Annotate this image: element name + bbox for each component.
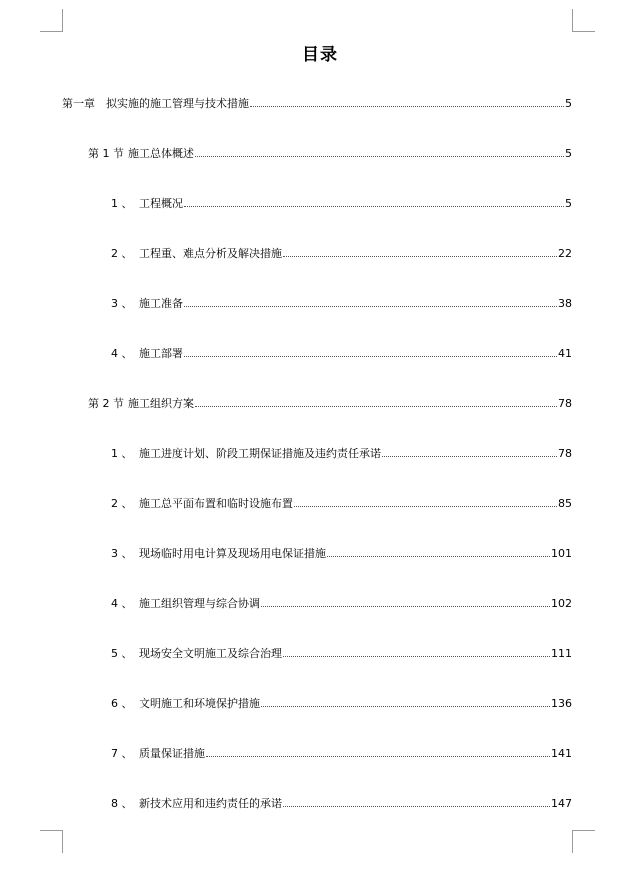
toc-leader-dots xyxy=(195,405,557,407)
toc-entry-text: 施工部署 xyxy=(139,347,183,360)
toc-page-number: 5 xyxy=(565,97,572,110)
toc-page-number: 5 xyxy=(565,197,572,210)
toc-leader-dots xyxy=(294,505,557,507)
toc-entry-section-2[interactable] xyxy=(88,396,572,410)
toc-entry-text: 质量保证措施 xyxy=(139,747,205,760)
toc-entry-text: 施工组织方案 xyxy=(128,397,194,410)
toc-entry-number: 1 、 xyxy=(111,447,133,460)
toc-entry-section-1[interactable] xyxy=(88,146,572,160)
toc-entry-text: 文明施工和环境保护措施 xyxy=(139,697,260,710)
toc-page-number: 78 xyxy=(558,397,572,410)
toc-leader-dots xyxy=(184,205,564,207)
toc-entry-chapter-1[interactable] xyxy=(62,96,572,110)
toc-leader-dots xyxy=(206,755,550,757)
toc-entry-number: 2 、 xyxy=(111,497,133,510)
toc-page-number: 85 xyxy=(558,497,572,510)
toc-entry-number: 7 、 xyxy=(111,747,133,760)
toc-leader-dots xyxy=(261,705,550,707)
toc-entry-number: 第 2 节 xyxy=(88,397,124,410)
toc-entry-item[interactable] xyxy=(111,296,572,310)
page-corner-mark-bottom-left xyxy=(40,830,63,853)
toc-entry-number: 3 、 xyxy=(111,297,133,310)
toc-entry-item[interactable] xyxy=(111,196,572,210)
page-corner-mark-top-left xyxy=(40,9,63,32)
toc-page-number: 22 xyxy=(558,247,572,260)
toc-entry-text: 工程重、难点分析及解决措施 xyxy=(139,247,282,260)
toc-page-number: 41 xyxy=(558,347,572,360)
toc-entry-text: 施工进度计划、阶段工期保证措施及违约责任承诺 xyxy=(139,447,381,460)
toc-entry-item[interactable] xyxy=(111,546,572,560)
toc-leader-dots xyxy=(283,655,550,657)
toc-entry-number: 4 、 xyxy=(111,347,133,360)
toc-entry-text: 现场临时用电计算及现场用电保证措施 xyxy=(139,547,326,560)
toc-entry-text: 施工组织管理与综合协调 xyxy=(139,597,260,610)
toc-entry-number: 第 1 节 xyxy=(88,147,124,160)
toc-entry-item[interactable] xyxy=(111,746,572,760)
toc-entry-number: 4 、 xyxy=(111,597,133,610)
toc-leader-dots xyxy=(283,255,557,257)
toc-entry-item[interactable] xyxy=(111,446,572,460)
toc-leader-dots xyxy=(250,105,564,107)
toc-page-number: 78 xyxy=(558,447,572,460)
toc-entry-number: 3 、 xyxy=(111,547,133,560)
toc-leader-dots xyxy=(327,555,550,557)
toc-entry-text: 施工准备 xyxy=(139,297,183,310)
toc-page-number: 101 xyxy=(551,547,572,560)
toc-entry-text: 工程概况 xyxy=(139,197,183,210)
toc-entry-item[interactable] xyxy=(111,696,572,710)
toc-leader-dots xyxy=(195,155,564,157)
page-corner-mark-bottom-right xyxy=(572,830,595,853)
toc-entry-text: 现场安全文明施工及综合治理 xyxy=(139,647,282,660)
toc-entry-number: 第一章 xyxy=(62,97,95,110)
toc-entry-text: 新技术应用和违约责任的承诺 xyxy=(139,797,282,810)
toc-entry-item[interactable] xyxy=(111,496,572,510)
toc-entry-item[interactable] xyxy=(111,646,572,660)
toc-page-number: 5 xyxy=(565,147,572,160)
toc-entry-item[interactable] xyxy=(111,246,572,260)
toc-entry-number: 1 、 xyxy=(111,197,133,210)
toc-title: 目录 xyxy=(302,45,338,65)
toc-leader-dots xyxy=(261,605,550,607)
toc-page-number: 147 xyxy=(551,797,572,810)
toc-entry-number: 6 、 xyxy=(111,697,133,710)
toc-leader-dots xyxy=(184,305,557,307)
page-corner-mark-top-right xyxy=(572,9,595,32)
toc-page-number: 111 xyxy=(551,647,572,660)
toc-entry-number: 2 、 xyxy=(111,247,133,260)
toc-entry-number: 5 、 xyxy=(111,647,133,660)
toc-page-number: 102 xyxy=(551,597,572,610)
toc-entry-item[interactable] xyxy=(111,596,572,610)
toc-page-number: 136 xyxy=(551,697,572,710)
toc-entry-number: 8 、 xyxy=(111,797,133,810)
toc-entry-text: 施工总体概述 xyxy=(128,147,194,160)
toc-leader-dots xyxy=(184,355,557,357)
toc-page-number: 38 xyxy=(558,297,572,310)
toc-entry-text: 施工总平面布置和临时设施布置 xyxy=(139,497,293,510)
toc-entry-item[interactable] xyxy=(111,796,572,810)
toc-entry-text: 拟实施的施工管理与技术措施 xyxy=(106,97,249,110)
toc-entry-item[interactable] xyxy=(111,346,572,360)
toc-leader-dots xyxy=(283,805,550,807)
toc-page-number: 141 xyxy=(551,747,572,760)
toc-leader-dots xyxy=(382,455,557,457)
